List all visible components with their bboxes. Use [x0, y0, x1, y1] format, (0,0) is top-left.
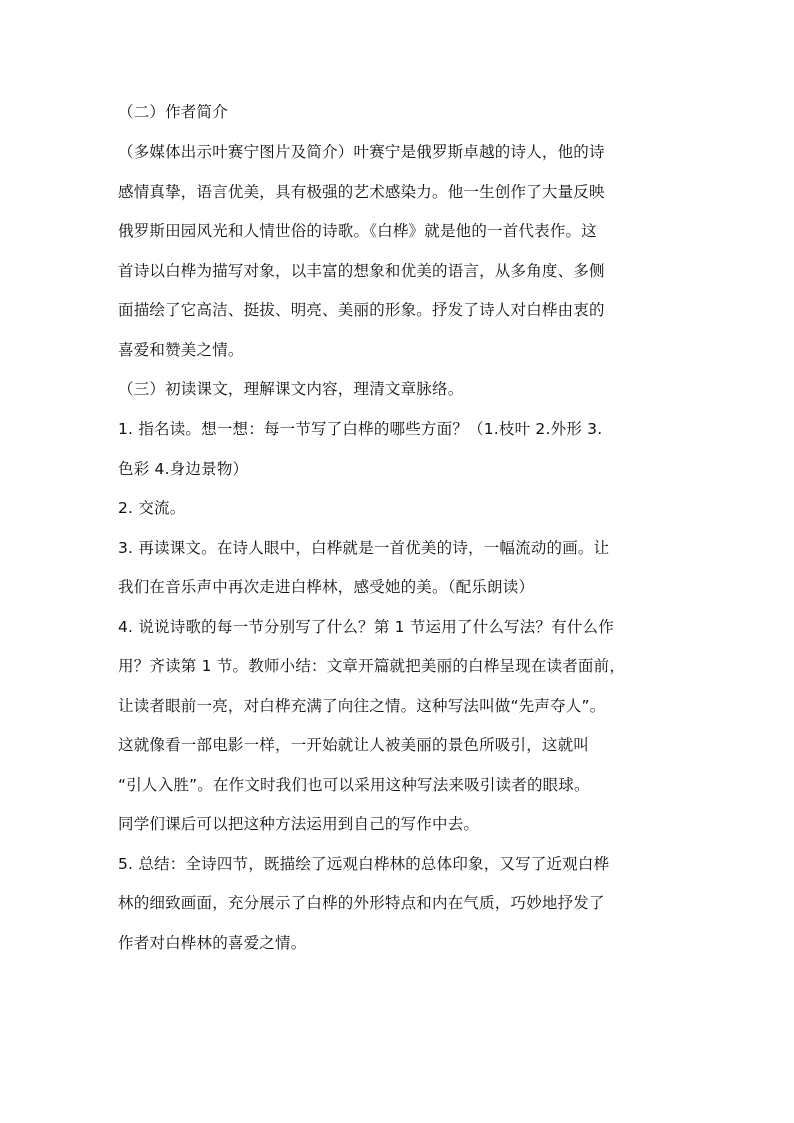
- section-heading-first-reading: （三）初读课文，理解课文内容，理清文章脉络。: [118, 380, 464, 398]
- paragraph-line: 俄罗斯田园风光和人情世俗的诗歌。《白桦》就是他的一首代表作。这: [118, 222, 597, 240]
- list-item-line: 让读者眼前一亮，对白桦充满了向往之情。这种写法叫做“先声夺人”。: [118, 696, 606, 715]
- list-item-line: 同学们课后可以把这种方法运用到自己的写作中去。: [118, 815, 480, 833]
- list-item-line: 这就像看一部电影一样，一开始就让人被美丽的景色所吸引，这就叫: [118, 736, 590, 754]
- list-item-line: 我们在音乐声中再次走进白桦林，感受她的美。（配乐朗读）: [118, 578, 535, 596]
- paragraph-line: 感情真挚，语言优美，具有极强的艺术感染力。他一生创作了大量反映: [118, 182, 605, 201]
- list-item-line: “引人入胜”。在作文时我们也可以采用这种写法来吸引读者的眼球。: [118, 775, 590, 794]
- list-item-line: 4. 说说诗歌的每一节分别写了什么？第 1 节运用了什么写法？有什么作: [118, 617, 614, 636]
- list-item-line: 1. 指名读。想一想：每一节写了白桦的哪些方面？（1.枝叶 2.外形 3.: [118, 420, 603, 438]
- paragraph-line: 喜爱和赞美之情。: [118, 340, 244, 359]
- list-item-line: 林的细致画面，充分展示了白桦的外形特点和内在气质，巧妙地抒发了: [118, 894, 605, 912]
- list-item-line: 3. 再读课文。在诗人眼中，白桦就是一首优美的诗，一幅流动的画。让: [118, 538, 610, 557]
- list-item-line: 2. 交流。: [118, 499, 186, 517]
- list-item-line: 色彩 4.身边景物）: [118, 459, 249, 478]
- list-item-line: 作者对白桦林的喜爱之情。: [118, 933, 307, 952]
- list-item-line: 用？齐读第 1 节。教师小结：文章开篇就把美丽的白桦呈现在读者面前，: [118, 657, 626, 675]
- paragraph-line: 面描绘了它高洁、挺拔、明亮、美丽的形象。抒发了诗人对白桦由衷的: [118, 301, 605, 319]
- paragraph-line: （多媒体出示叶赛宁图片及简介）叶赛宁是俄罗斯卓越的诗人，他的诗: [118, 143, 605, 161]
- list-item-line: 5. 总结：全诗四节，既描绘了远观白桦林的总体印象，又写了近观白桦: [118, 854, 610, 873]
- document-body: [118, 102, 678, 972]
- paragraph-line: 首诗以白桦为描写对象，以丰富的想象和优美的语言，从多角度、多侧: [118, 261, 605, 280]
- section-heading-author-intro: （二）作者简介: [118, 103, 228, 121]
